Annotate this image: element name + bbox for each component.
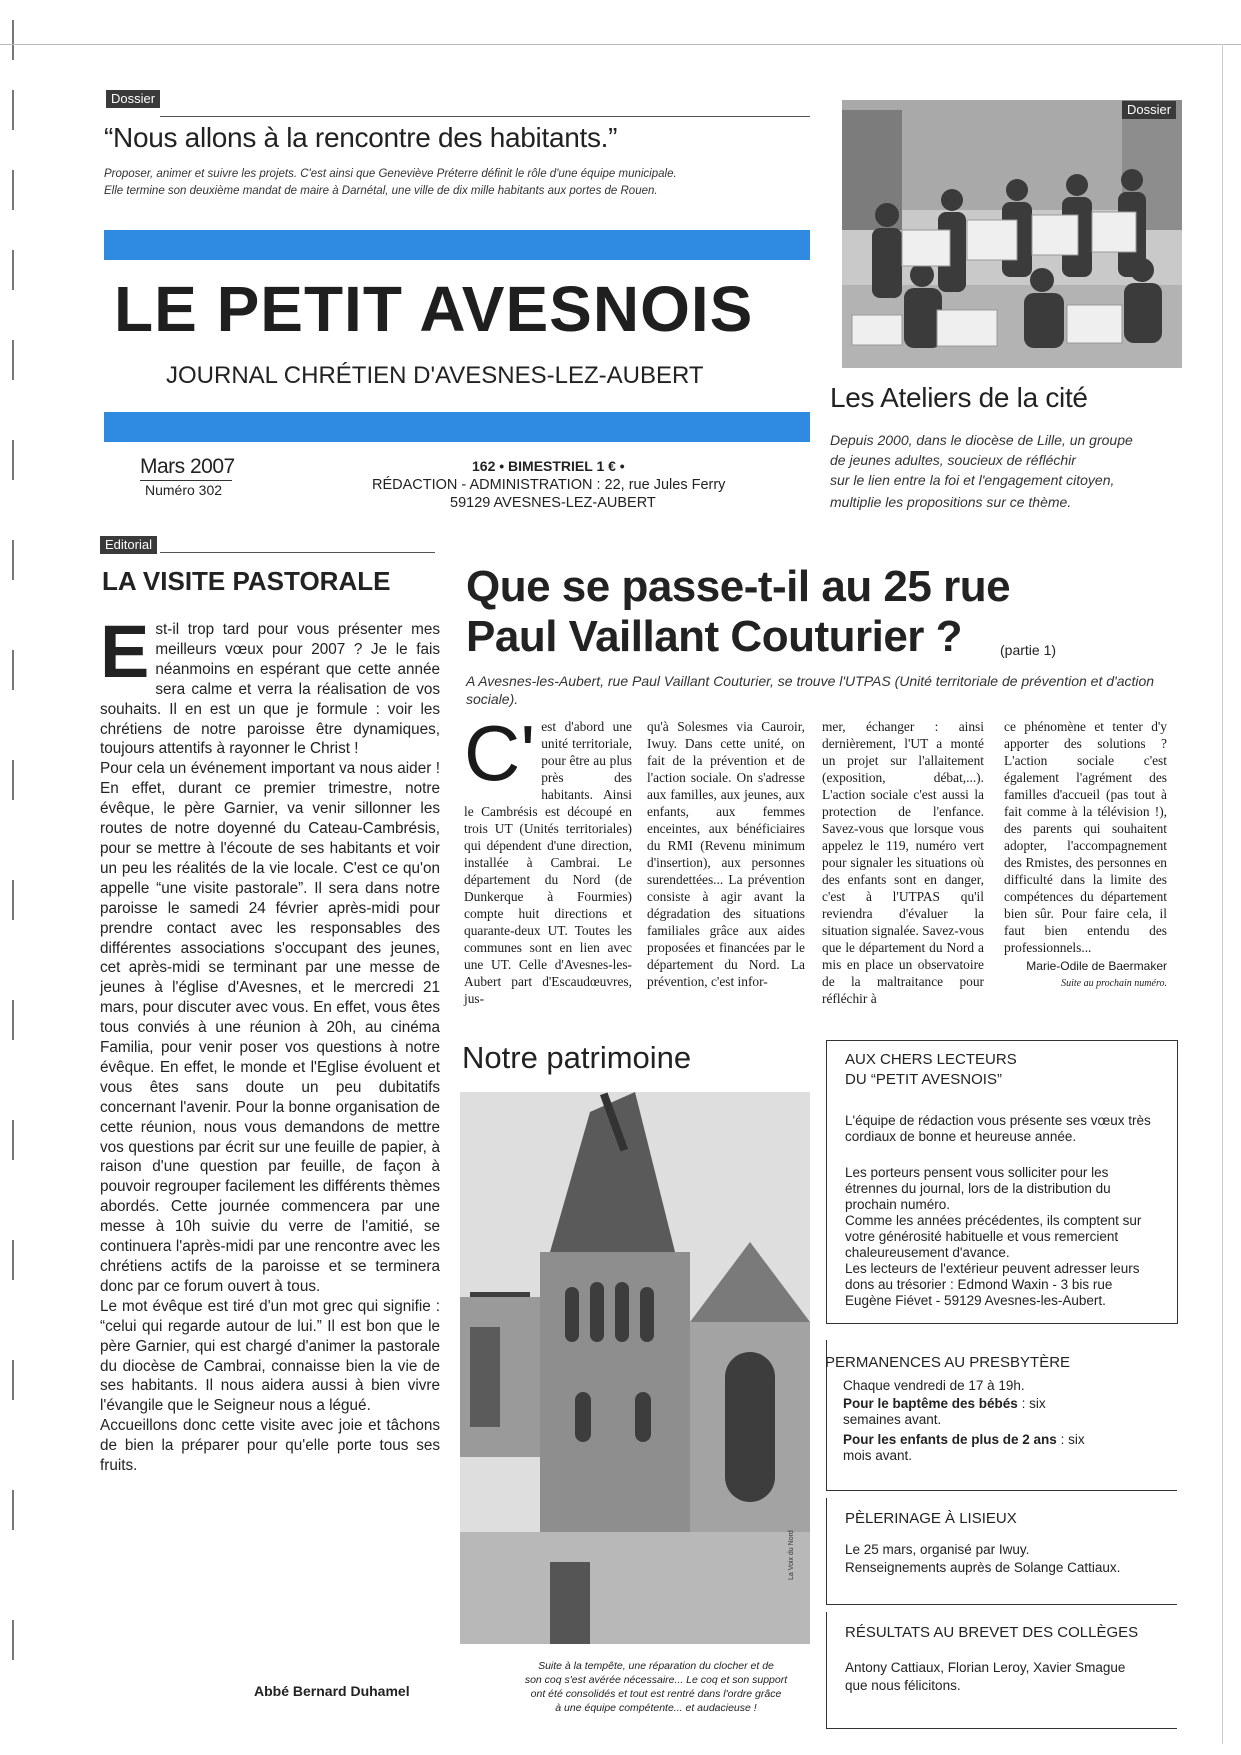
permanences-box-line2-rest: : six semaines avant.: [843, 1396, 1046, 1427]
lisieux-box-line2: Renseignements auprès de Solange Cattiaux.: [845, 1560, 1121, 1575]
permanences-box-line3: [843, 1432, 1113, 1464]
brevet-box-line2: que nous félicitons.: [845, 1678, 961, 1693]
masthead-top-bar: [104, 230, 810, 260]
scan-margin-mark: [12, 440, 14, 480]
editorial-rule: [160, 552, 435, 553]
article-continued: Suite au prochain numéro.: [1061, 978, 1167, 989]
brevet-box-title: RÉSULTATS AU BREVET DES COLLÈGES: [845, 1624, 1139, 1641]
ateliers-title: Les Ateliers de la cité: [830, 382, 1088, 413]
brevet-box: [826, 1612, 1177, 1729]
permanences-box-line1: Chaque vendredi de 17 à 19h.: [843, 1378, 1025, 1393]
permanences-box-line2: [843, 1396, 1093, 1428]
dossier-rule: [160, 116, 810, 117]
dossier-intro-line1: Proposer, animer et suivre les projets. C'est ainsi que Geneviève Préterre définit le rôle d'une équipe municipale.: [104, 168, 677, 180]
article-column-1: [464, 709, 632, 1007]
patrimoine-title: Notre patrimoine: [462, 1040, 692, 1075]
ateliers-text-line4: multiplie les propositions sur ce thème.: [830, 494, 1072, 510]
lecteurs-box-paragraph-2: Les porteurs pensent vous solliciter pour les étrennes du journal, lors de la distribution du prochain numéro.: [845, 1165, 1111, 1212]
scan-margin-mark: [12, 340, 14, 380]
lecteurs-box-title-line1: AUX CHERS LECTEURS: [845, 1051, 1017, 1068]
editorial-paragraph-3: Le mot évêque est tiré d'un mot grec qui signifie : “celui qui regarde autour de lui.” Il est bon que le père Garnier, qui est chargé d'animer la pastorale du diocèse de Cambrai, connaisse bien la vie de ses habitants. Il nous aidera aussi à bien vivre l'évangile que le Seigneur nous a légué.: [100, 1297, 440, 1415]
publication-info-line2: RÉDACTION - ADMINISTRATION : 22, rue Jules Ferry: [372, 477, 726, 493]
issue-date: Mars 2007: [140, 455, 235, 478]
publication-info-line1: 162 • BIMESTRIEL 1 € •: [472, 458, 625, 474]
ateliers-text-line3: sur le lien entre la foi et l'engagement citoyen,: [830, 472, 1115, 488]
editorial-tag: Editorial: [100, 536, 157, 554]
dossier-intro-line2: Elle termine son deuxième mandat de maire à Darnétal, une ville de dix mille habitants aux portes de Rouen.: [104, 185, 658, 197]
lecteurs-box: [826, 1040, 1178, 1324]
patrimoine-caption-line3: ont été consolidés et tout est rentré dans l'ordre grâce: [530, 1688, 782, 1700]
editorial-title: LA VISITE PASTORALE: [102, 566, 391, 596]
group-reading-newspapers-image: [842, 100, 1182, 368]
church-photo: [460, 1092, 810, 1644]
article-column-4: [1004, 718, 1167, 992]
scan-margin-mark: [12, 250, 14, 290]
lisieux-box: [826, 1498, 1177, 1605]
article-column-3-text: mer, échanger : ainsi dernièrement, l'UT a monté un projet sur l'allaitement (exposition, débat,...). L'action sociale c'est aussi la protection de l'enfance. Savez-vous que lorsque vous appelez le 119, numéro vert pour signaler les situations où des enfants sont en danger, c'est à l'UTPAS qu'il reviendra d'évaluer la situation signalée. Savez-vous que le département du Nord a mis en place un observatoire de la maltraitance pour réfléchir à: [822, 719, 984, 1006]
article-part-label: (partie 1): [1000, 642, 1057, 658]
editorial-paragraph-2: Pour cela un événement important va nous aider ! En effet, durant ce premier trimestre, notre évêque, le père Garnier, va venir sillonner les routes de notre doyenné du Cateau-Cambrésis, pour se mettre à l'écoute de ses habitants et voir un peu les réalités de la vie locale. C'est ce qu'on appelle “une visite pastorale”. Il sera dans notre paroisse le samedi 24 février après-midi pour prendre contact avec les responsables des différentes associations s'occupant des jeunes, cet après-midi se terminant par une messe de jeunes à l'église d'Avesnes, et le mercredi 21 mars, pour discuter avec vous. En effet, vous êtes tous conviés à une réunion à 20h, au cinéma Familia, pour venir poser vos questions à notre évêque. En effet, le monde et l'Eglise évoluent et vous êtes sans doute un peu dubitatifs concernant l'avenir. Pour la bonne organisation de cette réunion, nous vous demandons de mettre vos questions par écrit sur une feuille de papier, à raison d'une question par feuille, de façon à pouvoir regrouper facilement les différents thèmes abordés. Cette journée commencera par une messe à 10h suivie du verre de l'amitié, se continuera l'après-midi par une rencontre avec les chrétiens actifs de la paroisse et se terminera donc par ce forum ouvert à tous.: [100, 760, 440, 1295]
ateliers-text-line1: Depuis 2000, dans le diocèse de Lille, un groupe: [830, 432, 1133, 448]
scan-margin-mark: [12, 760, 14, 800]
permanences-box: [826, 1340, 1177, 1491]
article-column-3: [822, 718, 984, 1007]
scan-margin-mark: [12, 880, 14, 920]
scan-margin-mark: [12, 1120, 14, 1160]
article-column-2-text: qu'à Solesmes via Cauroir, Iwuy. Dans cette unité, on fait de la prévention et de l'action sociale. On s'adresse aux familles, aux jeunes, aux enfants, aux femmes enceintes, aux bénéficiaires du RMI (Revenu minimum d'insertion), aux personnes surendettées... La prévention consiste à agir avant la dégradation des situations familiales grâce aux aides proposées et financées par le département du Nord. La prévention, c'est infor-: [647, 719, 805, 989]
article-title-line1: Que se passe-t-il au 25 rue: [466, 562, 1011, 611]
scan-margin-mark: [12, 650, 14, 690]
lecteurs-box-paragraph-3: Comme les années précédentes, ils comptent sur votre générosité habituelle et vous remercient chaleureusement d'avance.: [845, 1213, 1142, 1260]
editorial-drop-cap: E: [100, 610, 150, 693]
lisieux-box-title: PÈLERINAGE À LISIEUX: [845, 1510, 1017, 1527]
scan-margin-mark: [12, 20, 14, 60]
scan-margin-mark: [12, 540, 14, 580]
photo-credit: La Voix du Nord: [788, 1530, 795, 1580]
issue-number: Numéro 302: [145, 482, 223, 498]
article-column-4-text: ce phénomène et tenter d'y apporter des solutions ? L'action sociale c'est également l'agrément des familles d'accueil (pas tout à fait comme à la télévision !), des parents qui souhaitent adopter, l'accompagnement des Rmistes, des personnes en difficulté dans la limite des compétences du département bien sûr. Pour faire cela, il faut bien entendu des professionnels...: [1004, 719, 1167, 955]
scan-margin-mark: [12, 170, 14, 210]
article-drop-cap: C': [464, 709, 536, 797]
permanences-box-line3-rest: : six mois avant.: [843, 1432, 1085, 1463]
scan-margin-mark: [12, 1000, 14, 1040]
scan-margin-mark: [12, 1360, 14, 1400]
editorial-paragraph-1: [100, 610, 440, 759]
lecteurs-box-paragraph-4: Les lecteurs de l'extérieur peuvent adresser leurs dons au trésorier : Edmond Waxin - 3 bis rue Eugène Fiévet - 59129 Avesnes-les-Aubert.: [845, 1261, 1140, 1308]
publication-info-line3: 59129 AVESNES-LEZ-AUBERT: [450, 495, 656, 511]
masthead-title: LE PETIT AVESNOIS: [114, 273, 754, 345]
ateliers-photo: [842, 100, 1182, 368]
article-author: Marie-Odile de Baermaker: [1026, 959, 1167, 973]
scan-margin-mark: [12, 1490, 14, 1530]
patrimoine-caption-line2: son coq s'est avérée nécessaire... Le coq et son support: [524, 1674, 788, 1686]
editorial-paragraph-4: Accueillons donc cette visite avec joie et tâchons de bien la préparer pour qu'elle porte tous ses fruits.: [100, 1417, 440, 1475]
page-top-edge: [0, 44, 1241, 45]
patrimoine-caption-line4: à une équipe compétente... et audacieuse !: [555, 1702, 757, 1714]
page-right-edge: [1222, 44, 1223, 1744]
ateliers-text-line2: de jeunes adultes, soucieux de réfléchir: [830, 452, 1076, 468]
church-bell-tower-image: [460, 1092, 810, 1644]
lecteurs-box-paragraph-1: L'équipe de rédaction vous présente ses vœux très cordiaux de bonne et heureuse année.: [845, 1113, 1151, 1144]
dossier-right-tag: Dossier: [1122, 101, 1176, 119]
permanences-box-line2-bold: Pour le baptême des bébés: [843, 1396, 1018, 1411]
scan-margin-mark: [12, 1240, 14, 1280]
article-title-line2: Paul Vaillant Couturier ?: [466, 612, 963, 661]
brevet-box-line1: Antony Cattiaux, Florian Leroy, Xavier Smague: [845, 1660, 1126, 1675]
lecteurs-box-title-line2: DU “PETIT AVESNOIS”: [845, 1071, 1002, 1088]
article-column-1-text: est d'abord une unité territoriale, pour être au plus près des habitants. Ainsi le Cambrésis est découpé en trois UT (Unités territoriales) qui dépendent d'une direction, installée à Cambrai. Le département du Nord (de Dunkerque à Fourmies) compte huit directions et quarante-deux UT. Toutes les communes sont en lien avec une UT. Celle d'Avesnes-les-Aubert part d'Escaudœuvres, jus-: [464, 719, 632, 1006]
article-column-2: [647, 718, 805, 990]
scan-margin-mark: [12, 1620, 14, 1660]
editorial-signature: Abbé Bernard Duhamel: [254, 1683, 410, 1699]
issue-date-underline: [140, 480, 232, 481]
masthead-bottom-bar: [104, 412, 810, 442]
permanences-box-title: PERMANENCES AU PRESBYTÈRE: [825, 1354, 1071, 1371]
editorial-paragraph-1-text: st-il trop tard pour vous présenter mes meilleurs vœux pour 2007 ? Je le fais néanmoins en espérant que cette année sera calme et verra la réalisation de vos souhaits. Il en est un que je formule : voir les chrétiens de notre paroisse être dynamiques, toujours attentifs à rayonner le Christ !: [100, 621, 440, 758]
masthead-subtitle: JOURNAL CHRÉTIEN D'AVESNES-LEZ-AUBERT: [166, 362, 704, 389]
lisieux-box-line1: Le 25 mars, organisé par Iwuy.: [845, 1542, 1030, 1557]
dossier-headline: “Nous allons à la rencontre des habitants.”: [104, 122, 618, 153]
article-lede: A Avesnes-les-Aubert, rue Paul Vaillant Couturier, se trouve l'UTPAS (Unité territoriale de prévention et d'action sociale).: [466, 673, 1155, 707]
patrimoine-caption-line1: Suite à la tempête, une réparation du clocher et de: [538, 1660, 774, 1672]
editorial-body: [100, 610, 440, 1476]
permanences-box-line3-bold: Pour les enfants de plus de 2 ans: [843, 1432, 1057, 1447]
scan-margin-mark: [12, 90, 14, 130]
dossier-tag: Dossier: [106, 90, 160, 108]
